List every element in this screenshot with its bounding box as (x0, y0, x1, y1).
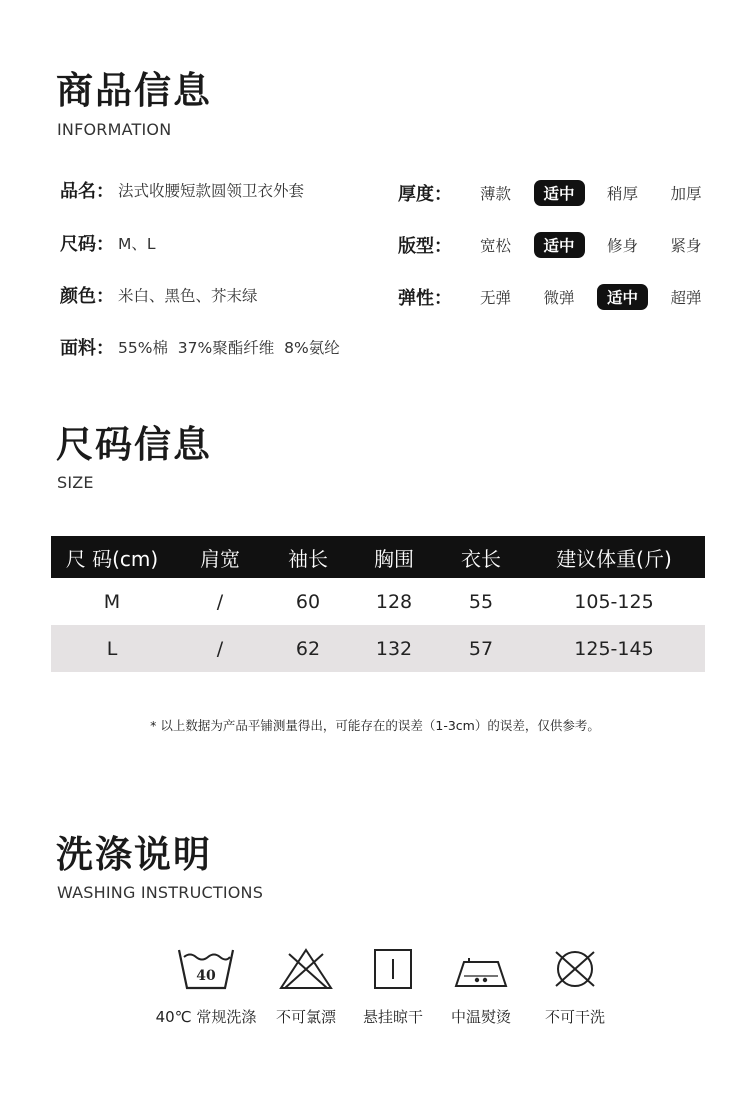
size-table-header (51, 536, 705, 578)
size-cell: / (173, 625, 267, 672)
size-cell: / (216, 590, 224, 613)
size-header-cell: 袖长 (267, 536, 349, 578)
info-field-colon: ： (96, 234, 114, 255)
scale-option: 稍厚 (606, 185, 638, 203)
no-dry-clean-icon (544, 946, 606, 994)
table-row (51, 625, 705, 672)
info-field-value: M、L (118, 235, 156, 254)
size-section-title: 尺码信息 (56, 423, 212, 466)
iron-medium-icon (450, 946, 512, 994)
info-field-colon: ： (96, 338, 114, 359)
no-bleach-icon (275, 946, 337, 994)
size-cell: 57 (439, 625, 523, 672)
scale-option: 微弹 (543, 289, 575, 307)
size-cell: 55 (468, 590, 494, 613)
size-cell: M (103, 590, 121, 613)
scale-option: 无弹 (479, 289, 511, 307)
size-cell: 128 (375, 590, 413, 613)
size-header-cell: 肩宽 (173, 536, 267, 578)
scale-option: 加厚 (670, 185, 702, 203)
wash-label: 不可干洗 (544, 1008, 605, 1026)
info-section-title: 商品信息 (56, 69, 212, 112)
info-field-fabric (60, 340, 340, 358)
info-field-label: 尺码 (60, 234, 96, 255)
info-field-label: 颜色 (60, 286, 96, 307)
washing-section-title: 洗涤说明 (56, 833, 212, 876)
info-field-label: 品名 (60, 181, 96, 202)
scale-option: 紧身 (670, 237, 702, 255)
info-field-name (60, 183, 304, 201)
size-header-cell: 胸围 (349, 536, 439, 578)
size-cell: 60 (295, 590, 321, 613)
hang-dry-icon (362, 946, 424, 994)
table-row (51, 578, 705, 625)
scale-option: 超弹 (670, 289, 702, 307)
wash-item (515, 946, 635, 1025)
scale-option: 宽松 (479, 237, 511, 255)
info-field-size (60, 236, 156, 254)
info-field-value: 法式收腰短款圆领卫衣外套 (118, 182, 305, 201)
washing-icons (0, 946, 750, 1036)
scale-label: 版型： (398, 236, 452, 257)
wash-label: 悬挂晾干 (362, 1008, 423, 1026)
scale-option: 适中 (534, 180, 585, 206)
scale-elasticity (398, 284, 724, 310)
wash-temp-label: 40 (196, 968, 216, 984)
scale-thickness (398, 180, 724, 206)
size-header-cell: 尺 码(cm) (51, 536, 173, 578)
scale-option: 薄款 (479, 185, 511, 203)
size-cell: 125-145 (523, 625, 705, 672)
size-cell: 62 (267, 625, 349, 672)
size-header-cell: 建议体重(斤) (523, 536, 705, 578)
wash-label: 不可氯漂 (275, 1008, 336, 1026)
wash-40-icon (175, 946, 237, 994)
info-section-subtitle: INFORMATION (57, 120, 172, 139)
info-field-colon: ： (96, 181, 114, 202)
scale-option: 修身 (606, 237, 638, 255)
size-table (51, 536, 705, 672)
info-field-colon: ： (96, 286, 114, 307)
info-field-value: 55%棉 37%聚酯纤维 8%氨纶 (118, 339, 340, 358)
info-field-label: 面料 (60, 338, 96, 359)
info-field-color (60, 288, 258, 306)
scale-fit (398, 232, 724, 258)
scale-option: 适中 (597, 284, 648, 310)
size-cell: L (51, 625, 173, 672)
info-field-value: 米白、黑色、芥末绿 (118, 287, 258, 306)
scale-label: 弹性： (398, 288, 452, 309)
scale-option: 适中 (534, 232, 585, 258)
size-cell: 105-125 (574, 590, 654, 613)
washing-section-subtitle: WASHING INSTRUCTIONS (57, 883, 264, 902)
scale-label: 厚度： (398, 184, 452, 205)
size-header-cell: 衣长 (439, 536, 523, 578)
wash-label: 40℃ 常规洗涤 (155, 1008, 257, 1026)
size-cell: 132 (349, 625, 439, 672)
size-disclaimer-note: * 以上数据为产品平铺测量得出，可能存在的误差（1-3cm）的误差，仅供参考。 (150, 718, 600, 733)
size-section-subtitle: SIZE (57, 473, 94, 492)
wash-label: 中温熨烫 (450, 1008, 511, 1026)
